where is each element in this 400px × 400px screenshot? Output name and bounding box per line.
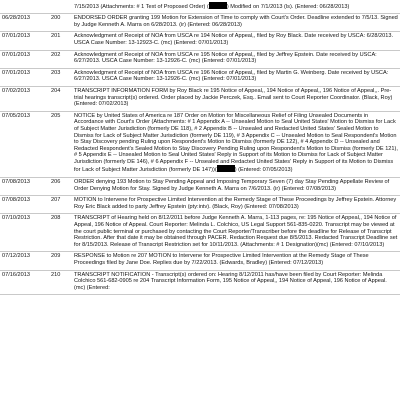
entry-date: 07/12/2013	[2, 253, 30, 260]
docket-entry	[0, 0, 400, 14]
entry-text: TRANSCRIPT of Hearing held on 8/12/2011 before Judge Kenneth A. Marra, 1-113 pages, re: 195 Notice of Appeal,, 194 Notice of Appeal, 196 Notice of Appeal. Court Reporter: Melinda L. Colchico, US Legal Support 561-835-0220. Transcript may be viewed at the court public terminal or purchased by contacting the Court Reporter/Transcriber before the deadline for Release of Transcript Restriction. After that date it may be obtained through PACER. Redaction Request due 8/5/2013. Redacted Transcript Deadline set for 8/15/2013. Release of Transcript Restriction set for 10/11/2013. (Attachments: # 1 Designation)(mc) (Entered: 07/10/2013)	[74, 215, 398, 248]
docket-entry	[0, 87, 400, 112]
docket-entry	[0, 14, 400, 32]
entry-number: 206	[51, 179, 61, 186]
entry-text: TRANSCRIPT INFORMATION FORM by Roy Black re 195 Notice of Appeal,, 194 Notice of Appeal,, 196 Notice of Appeal,,. Pre-trial hearings transcript(s) ordered. Order placed by Jackie Perczek, Esq.. Email sent to Court Reporter Coordinator. (Black, Roy) (Entered: 07/02/2013)	[74, 87, 393, 108]
entry-text: TRANSCRIPT NOTIFICATION - Transcript(s) ordered on: Hearing 8/12/2011 has/have been filed by Court Reporter: Melinda Colchico 561-682-0905 re 204 Transcript Information Form, 195 Notice of Appeal,, 194 Notice of Appeal, 196 Notice of Appeal. (mc) (Entered:	[74, 271, 387, 291]
entry-number: 204	[51, 87, 61, 94]
entry-number: 202	[51, 51, 61, 58]
entry-date: 07/16/2013	[2, 271, 30, 278]
entry-date: 07/10/2013	[2, 215, 30, 222]
entry-date: 07/01/2013	[2, 51, 30, 58]
entry-number: 205	[51, 112, 61, 119]
entry-text: ORDER denying 193 Motion to Stay Pending Appeal and Imposing Temporary Seven (7) day Stay Pending Appellate Review of Order Denying Motion for Stay. Signed by Judge Kenneth A. Marra on 7/6/2013. (ir) (Entered: 07/08/2013)	[74, 179, 390, 192]
entry-date: 07/08/2013	[2, 197, 30, 204]
docket-entry	[0, 51, 400, 69]
docket-entry	[0, 112, 400, 178]
docket-entry	[0, 271, 400, 296]
entry-text: ENDORSED ORDER granting 199 Motion for Extension of Time to comply with Court's Order. Deadline extended to 7/5/13. Signed by Judge Kenneth A. Marra on 6/28/2013. (ir) (Entered: 06/28/2013)	[74, 15, 398, 28]
entry-number: 209	[51, 253, 61, 260]
docket-entry	[0, 69, 400, 87]
docket-entry	[0, 252, 400, 270]
docket-entry	[0, 196, 400, 214]
entry-date: 07/05/2013	[2, 112, 30, 119]
entry-number: 207	[51, 197, 61, 204]
docket-entry	[0, 32, 400, 50]
entry-number: 200	[51, 15, 61, 22]
entry-date: 07/02/2013	[2, 87, 30, 94]
docket-entry	[0, 178, 400, 196]
entry-date: 07/01/2013	[2, 69, 30, 76]
entry-date: 07/08/2013	[2, 179, 30, 186]
docket-entry	[0, 214, 400, 252]
entry-text: RESPONSE to Motion re 207 MOTION to Intervene for Prospective Limited Intervention at the Remedy Stage of These Proceedings filed by Jane Doe. Replies due by 7/22/2013. (Edwards, Bradley) (Entered: 07/12/2013)	[74, 253, 369, 266]
entry-text: Acknowledgment of Receipt of NOA from USCA re 195 Notice of Appeal,, filed by Jeffrey Epstein. Date received by USCA: 6/27/2013. USCA Case Number: 13-12926-C. (mc) (Entered: 07/01/2013)	[74, 51, 377, 65]
redaction-block	[209, 2, 227, 9]
entry-text: Acknowledgment of Receipt of NOA from USCA re 196 Notice of Appeal,, filed by Martin G. Weinberg. Date received by USCA: 6/27/2013. USCA Case Number: 13-12926-C. (mc) (Entered: 07/01/2013)	[74, 69, 389, 83]
redaction-block	[217, 165, 235, 172]
entry-number: 210	[51, 271, 61, 278]
entry-text: Acknowledgment of Receipt of NOA from USCA re 194 Notice of Appeal,, filed by Roy Black. Date received by USCA: 6/28/2013. USCA Case Number: 13-12923-C. (mc) (Entered: 07/01/2013)	[74, 33, 394, 46]
entry-number: 203	[51, 69, 61, 76]
entry-text: NOTICE by United States of America re 187 Order on Motion for Miscellaneous Relief of Filing Unsealed Documents in Accordance with Court's Order (Attachments: # 1 Appendix A -- Unsealed Motion to Seal United States' Motion to Dismiss for Lack of Subject Matter Jurisdiction (formerly DE 118), # 2 Appendix B -- Unsealed and Redacted United States' Sealed Motion to Dismiss for Lack of Subject Matter Jurisdiction (formerly DE 119), # 3 Appendix C -- Unsealed Motion to Seal Respondent's Motion to Stay Discovery pending Ruling upon Respondent's Motion to Dismiss (formerly DE 122), # 4 Appendix D -- Unsealed and Redacted Respondent's Sealed Motion to Stay Discovery Pending Ruling upon Respondent's Motion to Dismiss (formerly DE 121), # 5 Appendix E -- Unsealed Motion to Seal United States' Reply in Support of its Motion to Dismiss for Lack of Subject Matter Jurisdiction (formerly DE 146), # 6 Appendix F -- Unsealed and Redacted United States' Reply in Support of its Motion to Dismiss for Lack of Subject Matter Jurisdiction (formerly DE 147))( ) (Entered: 07/05/2013)	[74, 112, 398, 174]
entry-number: 201	[51, 33, 61, 40]
entry-number: 208	[51, 215, 61, 222]
entry-text: MOTION to Intervene for Prospective Limited Intervention at the Remedy Stage of These Proceedings by Jeffrey Epstein. Attorney Roy Eric Black added to party Jeffrey Epstein (pty:intv). (Black, Roy) (Entered: 07/08/2013)	[74, 197, 397, 210]
entry-text: 7/15/2013 (Attachments: # 1 Text of Proposed Order) ) Modified on 7/1/2013 (ls). (Entered: 06/28/2013)	[74, 3, 350, 10]
entry-date: 06/28/2013	[2, 15, 30, 22]
entry-date: 07/01/2013	[2, 33, 30, 40]
